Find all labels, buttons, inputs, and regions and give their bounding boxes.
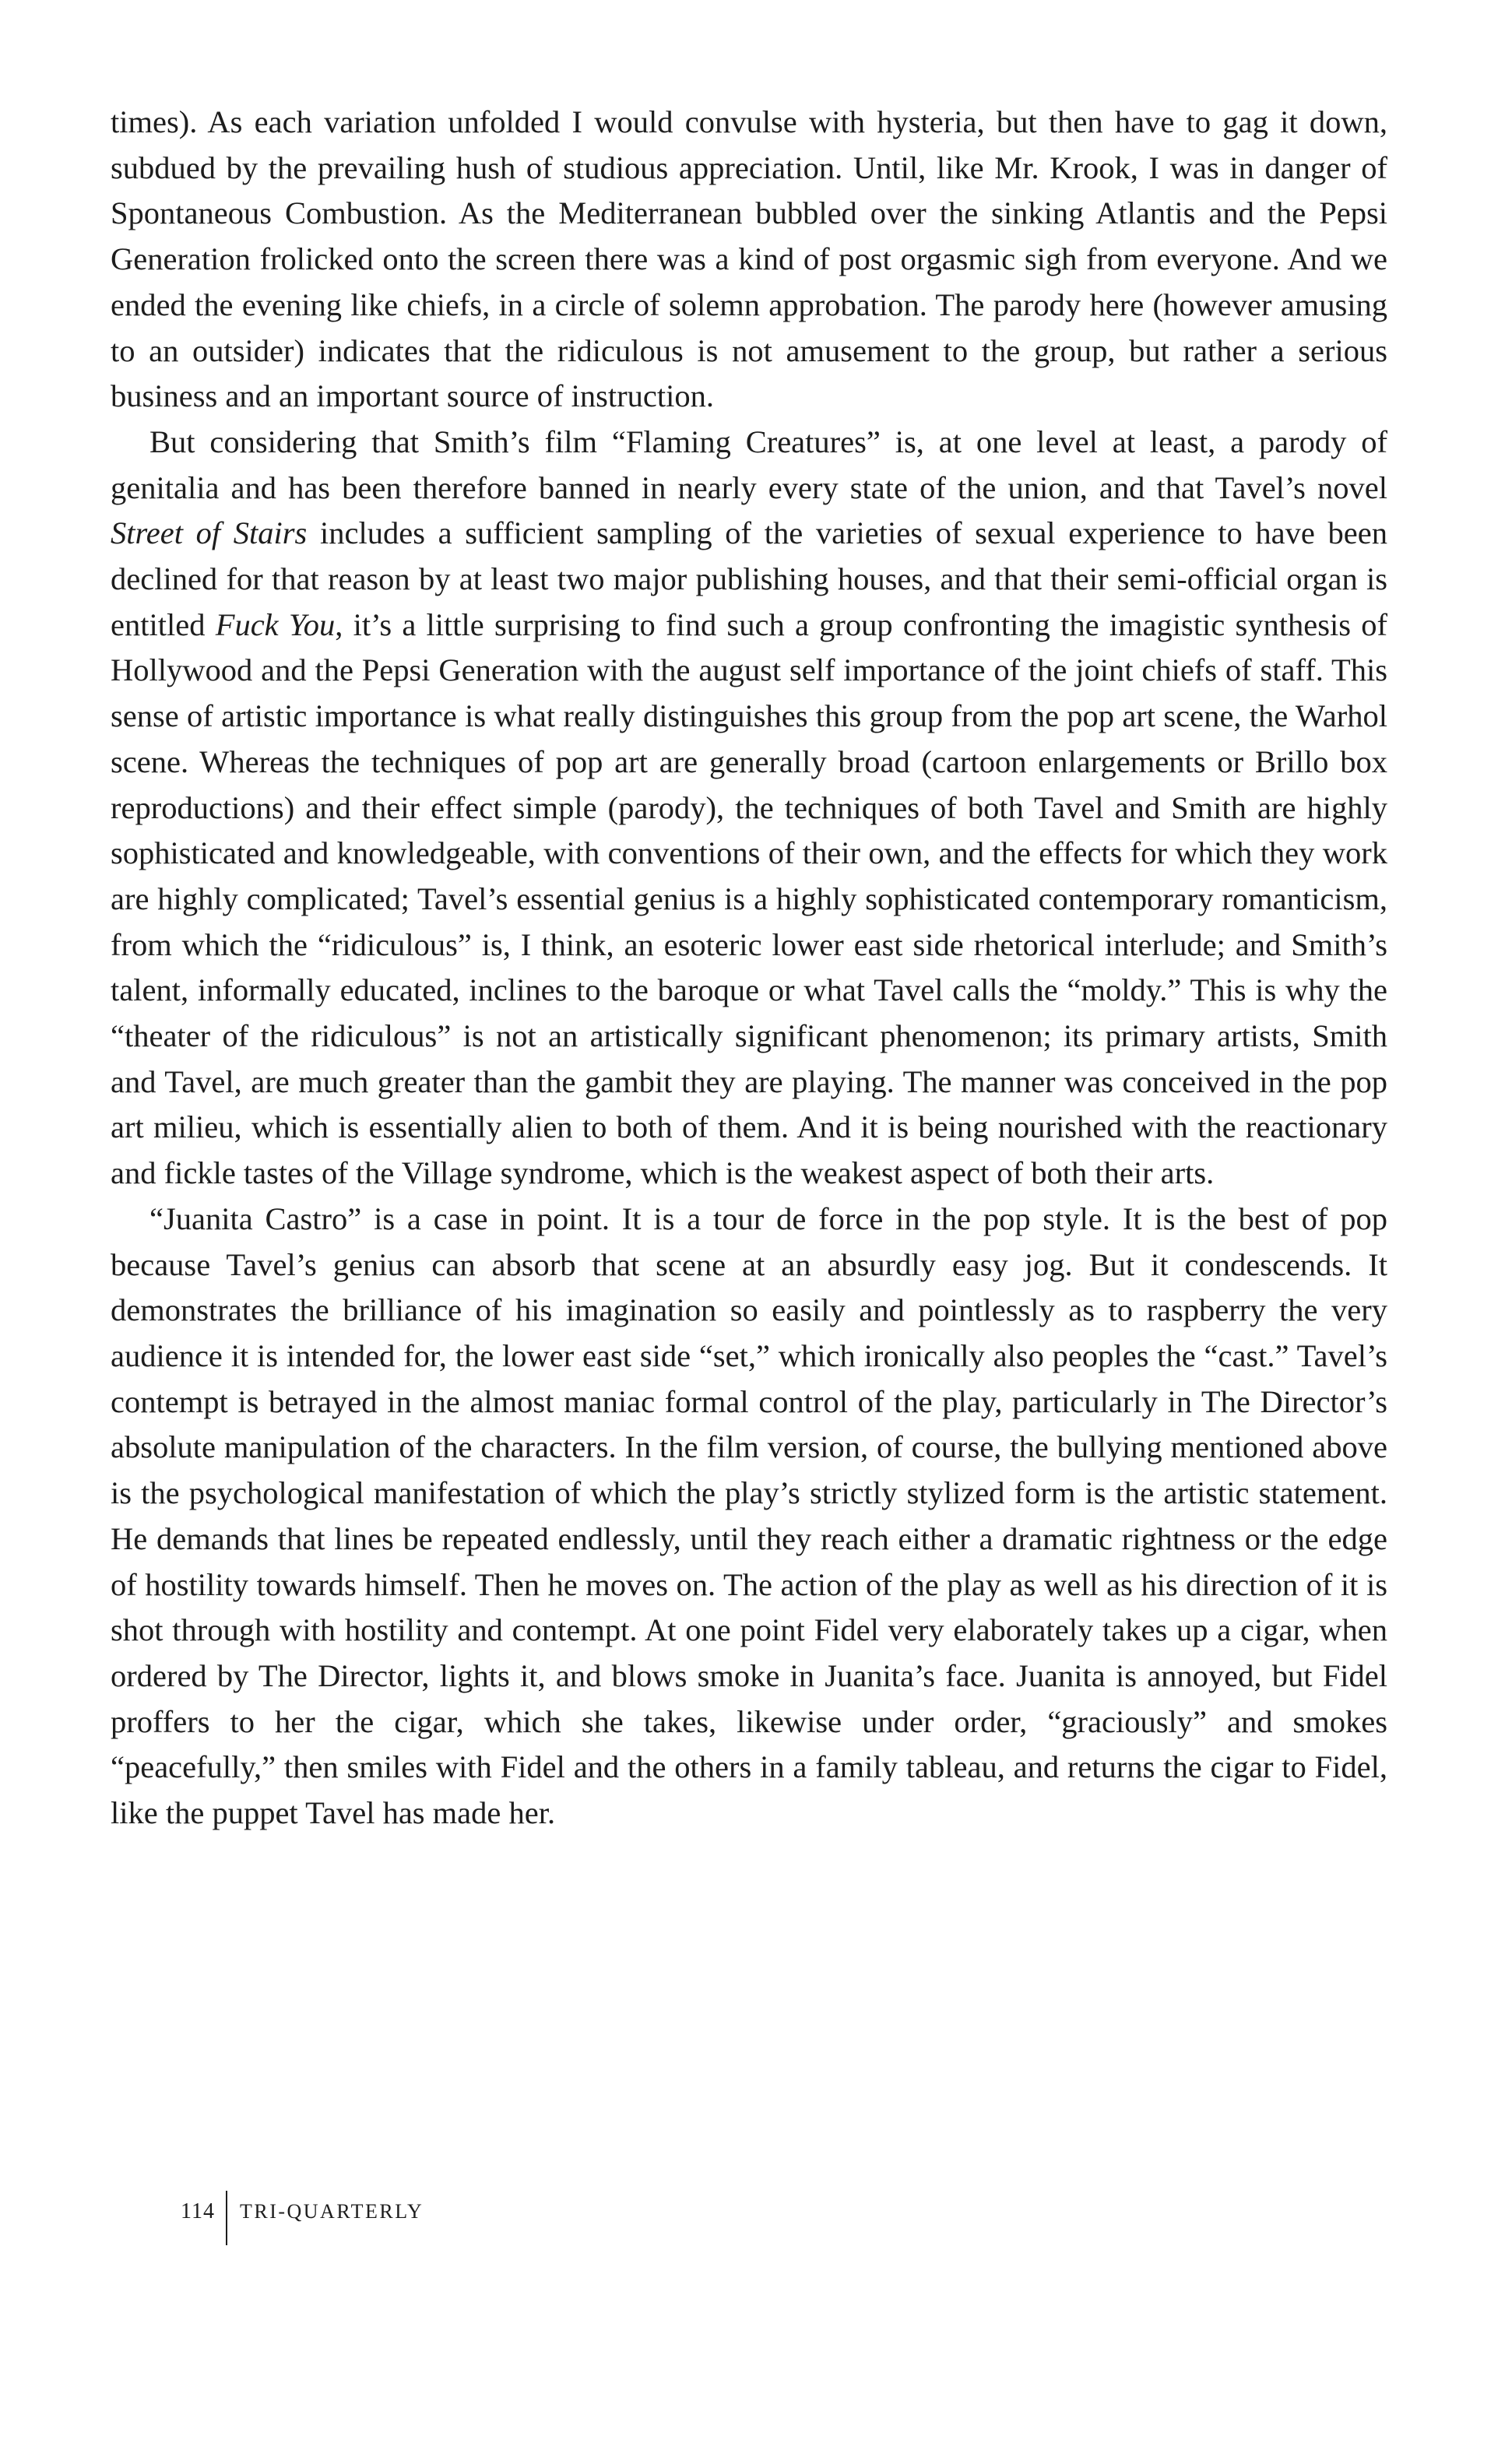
paragraph-2 xyxy=(111,420,1387,1197)
page-number: 114 xyxy=(181,2199,215,2223)
paragraph-2-part-c: , it’s a little surprising to find such a group confronting the imagistic synthesis of Hollywood and the Pepsi Generation with the august self importance of the joint chiefs of staff. This sense of artistic importance is what really distinguishes this group from the pop art scene, the Warhol scene. Whereas the techniques of pop art are generally broad (cartoon enlargements or Brillo box reproductions) and their effect simple (parody), the techniques of both Tavel and Smith are highly sophisticated and knowledgeable, with conventions of their own, and the effects for which they work are highly complicated; Tavel’s essential genius is a highly sophisticated contemporary romanticism, from which the “ridiculous” is, I think, an esoteric lower east side rhetorical interlude; and Smith’s talent, informally educated, inclines to the baroque or what Tavel calls the “moldy.” This is why the “theater of the ridiculous” is not an artistically significant phenomenon; its primary artists, Smith and Tavel, are much greater than the gambit they are playing. The manner was conceived in the pop art milieu, which is essentially alien to both of them. And it is being nourished with the reactionary and fickle tastes of the Village syndrome, which is the weakest aspect of both their arts. xyxy=(111,606,1388,1191)
journal-name: TRI-QUARTERLY xyxy=(239,2200,424,2223)
article-body xyxy=(111,100,1387,1837)
novel-title: Street of Stairs xyxy=(111,515,308,551)
page-footer xyxy=(181,2197,424,2253)
paragraph-3: “Juanita Castro” is a case in point. It is a tour de force in the pop style. It is the best of pop because Tavel’s genius can absorb that scene at an absurdly easy jog. But it condescends. It demonstrates the brilliance of his imagination so easily and pointlessly as to raspberry the very audience it is intended for, the lower east side “set,” which ironically also peoples the “cast.” Tavel’s contempt is betrayed in the almost maniac formal control of the play, particularly in The Director’s absolute manipulation of the characters. In the film version, of course, the bullying mentioned above is the psychological manifestation of which the play’s strictly stylized form is the artistic statement. He demands that lines be repeated endlessly, until they reach either a dramatic rightness or the edge of hostility towards himself. Then he moves on. The action of the play as well as his direction of it is shot through with hostility and contempt. At one point Fidel very elaborately takes up a cigar, when ordered by The Director, lights it, and blows smoke in Juanita’s face. Juanita is annoyed, but Fidel proffers to her the cigar, which she takes, likewise under order, “graciously” and smokes “peacefully,” then smiles with Fidel and the others in a family tableau, and returns the cigar to Fidel, like the puppet Tavel has made her. xyxy=(111,1200,1387,1831)
paragraph-2-part-a: But considering that Smith’s film “Flaming Creatures” is, at one level at least, a parody of genitalia and has been therefore banned in nearly every state of the union, and that Tavel’s novel xyxy=(111,424,1387,505)
paragraph-2-part-b: includes a sufficient sampling of the varieties of sexual experience to have been declined for that reason by at least two major publishing houses, and that their semi-official organ is entitled xyxy=(111,515,1387,642)
organ-title: Fuck You xyxy=(215,606,336,642)
paragraph-1: times). As each variation unfolded I would convulse with hysteria, but then have to gag it down, subdued by the prevailing hush of studious appreciation. Until, like Mr. Krook, I was in danger of Spontaneous Combustion. As the Mediterranean bubbled over the sinking Atlantis and the Pepsi Generation frolicked onto the screen there was a kind of post orgasmic sigh from everyone. And we ended the evening like chiefs, in a circle of solemn approbation. The parody here (however amusing to an outsider) indicates that the ridiculous is not amusement to the group, but rather a serious business and an important source of instruction. xyxy=(111,104,1387,414)
